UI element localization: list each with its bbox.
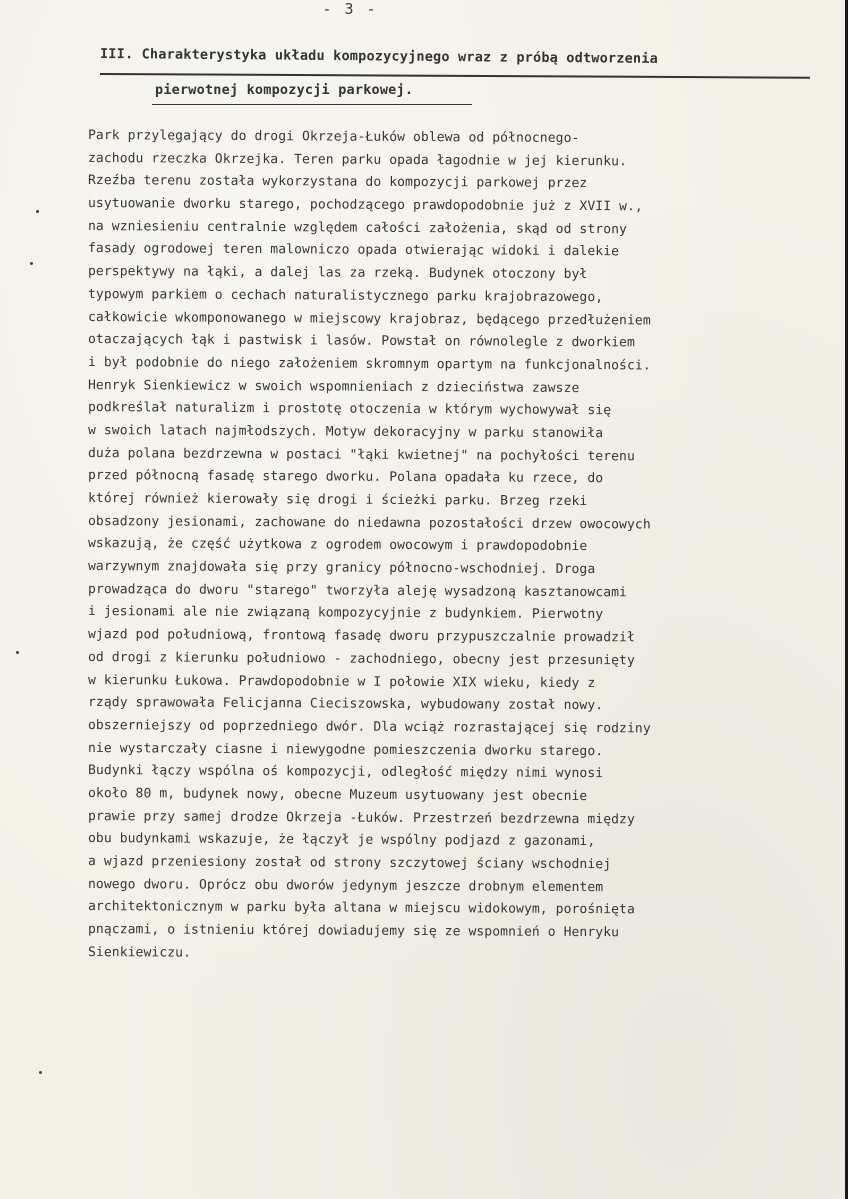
text-line: otaczających łąk i pastwisk i lasów. Powstał on równolegle z dworkiem (87, 332, 635, 351)
text-line: Park przylegający do drogi Okrzeja-Łuków oblewa od północnego- (87, 128, 580, 147)
text-line: i był podobnie do niego założeniem skromnym opartym na funkcjonalności. (87, 354, 651, 374)
text-line: Henryk Sienkiewicz w swoich wspomnieniach z dzieciństwa zawsze (87, 377, 580, 396)
heading-line-2: pierwotnej kompozycji parkowej. (155, 82, 414, 98)
text-line: pnączami, o istnieniu której dowiadujemy się ze wspomnień o Henryku (87, 922, 620, 941)
text-line: wskazują, że część użytkowa z ogrodem owocowym i prawdopodobnie (87, 536, 588, 555)
text-line: w swoich latach najmłodszych. Motyw dekoracyjny w parku stanowiła (87, 422, 604, 442)
heading-underline (100, 73, 810, 79)
text-line: przed północną fasadę starego dworku. Polana opadała ku rzece, do (87, 468, 604, 487)
text-line: rządy sprawowała Felicjanna Cieciszowska, wybudowany został nowy. (87, 695, 604, 714)
text-line: typowym parkiem o cechach naturalistycznego parku krajobrazowego, (87, 286, 604, 305)
text-line: nie wystarczały ciasne i niewygodne pomieszczenia dworku starego. (87, 740, 604, 759)
text-line: której również kierowały się drogi i ścieżki parku. Brzeg rzeki (87, 491, 588, 510)
section-heading (100, 46, 820, 105)
text-line: obsadzony jesionami, zachowane do niedawna pozostałości drzew owocowych (87, 513, 651, 533)
text-line: duża polana bezdrzewna w postaci "łąki kwietnej" na pochyłości terenu (87, 445, 635, 464)
text-line: w kierunku Łukowa. Prawdopodobnie w I połowie XIX wieku, kiedy z (87, 672, 596, 691)
body-text (88, 125, 833, 964)
text-line: perspektywy na łąki, a dalej las za rzeką. Budynek otoczony był (87, 264, 588, 283)
heading-underline-2 (152, 104, 472, 105)
text-line: warzywnym znajdowała się przy granicy północno-wschodniej. Droga (87, 559, 596, 578)
text-line: obu budynkami wskazuje, że łączył je wspólny podjazd z gazonami, (87, 831, 596, 850)
text-line: Budynki łączy wspólna oś kompozycji, odległość między nimi wynosi (87, 763, 604, 782)
text-line: Rzeźba terenu została wykorzystana do kompozycji parkowej przez (87, 173, 588, 192)
text-line: Sienkiewiczu. (87, 944, 192, 961)
text-line: około 80 m, budynek nowy, obecne Muzeum usytuowany jest obecnie (87, 785, 588, 804)
text-line: i jesionami ale nie związaną kompozycyjnie z budynkiem. Pierwotny (87, 604, 604, 623)
page-number: - 3 - (322, 0, 378, 18)
text-line: na wzniesieniu centralnie względem całości założenia, skąd od strony (87, 218, 628, 238)
text-line: od drogi z kierunku południowo - zachodniego, obecny jest przesunięty (87, 649, 635, 669)
margin-mark (30, 262, 33, 265)
text-line: wjazd pod południową, frontową fasadę dworu przypuszczalnie prowadził (87, 627, 635, 646)
margin-mark (16, 651, 19, 654)
text-line: a wjazd przeniesiony został od strony szczytowej ściany wschodniej (87, 854, 612, 873)
heading-line-1: III. Charakterystyka układu kompozycyjnego wraz z próbą odtworzenia (99, 46, 659, 67)
text-line: prowadząca do dworu "starego" tworzyła aleję wysadzoną kasztanowcami (87, 581, 628, 601)
text-line: nowego dworu. Oprócz obu dworów jedynym jeszcze drobnym elementem (87, 876, 604, 895)
margin-mark (39, 1071, 42, 1074)
text-line: obszerniejszy od poprzedniego dwór. Dla wciąż rozrastającej się rodziny (87, 717, 651, 737)
margin-mark (36, 210, 39, 213)
text-line: całkowicie wkomponowanego w miejscowy krajobraz, będącego przedłużeniem (87, 309, 651, 328)
text-line: podkreślał naturalizm i prostotę otoczenia w którym wychowywał się (87, 400, 612, 419)
text-line: architektonicznym w parku była altana w miejscu widokowym, porośnięta (87, 899, 635, 918)
text-line: zachodu rzeczka Okrzejka. Teren parku opada łagodnie w jej kierunku. (87, 150, 628, 169)
text-line: usytuowanie dworku starego, pochodzącego prawdopodobnie już z XVII w., (87, 196, 643, 215)
text-line: prawie przy samej drodze Okrzeja -Łuków. Przestrzeń bezdrzewna między (87, 808, 635, 827)
text-line: fasady ogrodowej teren malowniczo opada otwierając widoki i dalekie (87, 241, 620, 260)
